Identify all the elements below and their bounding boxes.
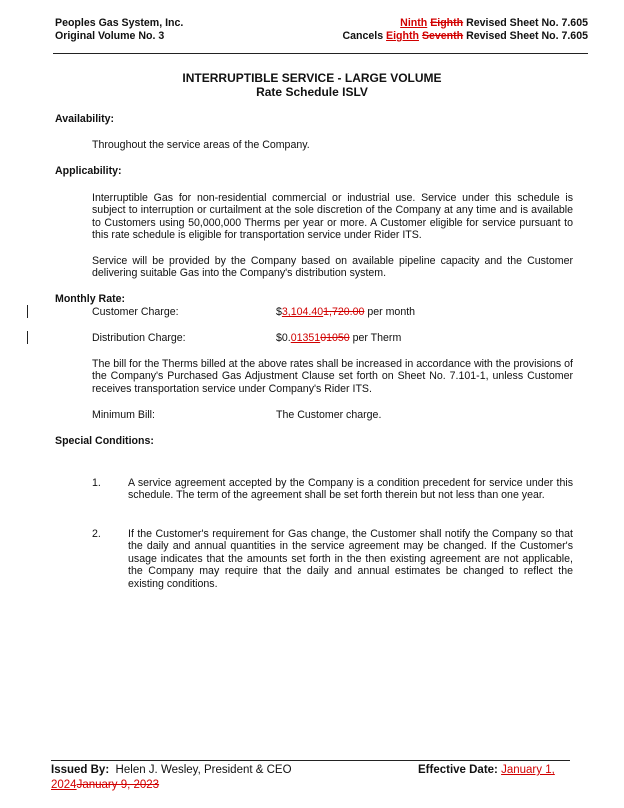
applicability-paragraph-1: Interruptible Gas for non-residential commercial or industrial use. Service under this schedule is subject to interruption or curtailment at the sole discretion of the Company at any time and is available to Customers using 50,000,000 Therms per year or more. A Customer eligible for service pursuant to this rate schedule is eligible for transportation service under Rider ITS. bbox=[92, 192, 573, 242]
issued-value: Helen J. Wesley, President & CEO bbox=[109, 764, 292, 776]
customer-charge-label: Customer Charge: bbox=[92, 306, 179, 318]
distribution-charge-old: 01050 bbox=[320, 332, 350, 344]
header-left bbox=[55, 17, 183, 43]
cancels-new: Eighth bbox=[386, 30, 419, 42]
pga-paragraph: The bill for the Therms billed at the above rates shall be increased in accordance with the provisions of the Company's Purchased Gas Adjustment Clause set forth on Sheet No. 7.101-1, unless Customer receives transportation service under Company's Rider ITS. bbox=[92, 358, 573, 395]
sheet-old: Eighth bbox=[430, 17, 464, 29]
header-right bbox=[342, 17, 588, 43]
footer-rule bbox=[51, 760, 570, 761]
customer-charge-new: 3,104.40 bbox=[281, 306, 324, 318]
change-bar bbox=[27, 305, 28, 318]
title-block bbox=[0, 71, 624, 99]
company-name: Peoples Gas System, Inc. bbox=[55, 17, 184, 29]
customer-charge-value bbox=[276, 306, 415, 318]
distribution-charge-value bbox=[276, 332, 401, 344]
availability-text: Throughout the service areas of the Company. bbox=[92, 139, 310, 151]
volume-number: Original Volume No. 3 bbox=[55, 30, 165, 42]
minimum-bill-label: Minimum Bill: bbox=[92, 409, 155, 421]
monthly-rate-heading: Monthly Rate: bbox=[55, 293, 126, 305]
condition-number: 2. bbox=[92, 528, 101, 540]
availability-heading: Availability: bbox=[55, 113, 115, 125]
effective-label: Effective Date: bbox=[418, 764, 498, 776]
sheet-number bbox=[342, 17, 588, 30]
effective-new: January 1, bbox=[501, 764, 555, 776]
cancels-suffix: Revised Sheet No. 7.605 bbox=[463, 30, 588, 42]
effective-new-year: 2024 bbox=[51, 779, 77, 791]
condition-number: 1. bbox=[92, 477, 101, 489]
effective-date-continued bbox=[51, 779, 159, 791]
issued-by bbox=[51, 764, 292, 776]
page-subtitle: Rate Schedule ISLV bbox=[256, 85, 368, 99]
page-title: INTERRUPTIBLE SERVICE - LARGE VOLUME bbox=[182, 71, 442, 85]
special-conditions-heading: Special Conditions: bbox=[55, 435, 154, 447]
sheet-new: Ninth bbox=[400, 17, 428, 29]
condition-text: If the Customer's requirement for Gas change, the Customer shall notify the Company so that the daily and annual quantities in the service agreement may be changed. If the Customer's usage indicates that the amounts set forth in the then existing agreement are not applicable, the Company may require that the daily and annual estimates be changed to reflect the existing conditions. bbox=[128, 528, 573, 590]
minimum-bill-value: The Customer charge. bbox=[276, 409, 382, 421]
distribution-charge-suffix: per Therm bbox=[349, 332, 402, 344]
sheet-suffix: Revised Sheet No. 7.605 bbox=[463, 17, 588, 29]
applicability-heading: Applicability: bbox=[55, 165, 122, 177]
effective-old: January 9, 2023 bbox=[76, 779, 160, 791]
customer-charge-old: 1,720.00 bbox=[323, 306, 365, 318]
header-rule bbox=[53, 53, 588, 54]
issued-label: Issued By: bbox=[51, 764, 110, 776]
distribution-charge-label: Distribution Charge: bbox=[92, 332, 186, 344]
change-bar bbox=[27, 331, 28, 344]
distribution-charge-new: 01351 bbox=[290, 332, 321, 344]
customer-charge-prefix: $ bbox=[276, 306, 282, 318]
distribution-charge-prefix: $0. bbox=[276, 332, 291, 344]
condition-text: A service agreement accepted by the Company is a condition precedent for service under this schedule. The term of the agreement shall be set forth therein but not less than one year. bbox=[128, 477, 573, 502]
cancels-old: Seventh bbox=[421, 30, 464, 42]
cancels-prefix: Cancels bbox=[342, 30, 387, 42]
effective-date bbox=[418, 764, 555, 776]
applicability-paragraph-2: Service will be provided by the Company based on available pipeline capacity and the Customer delivering suitable Gas into the Company's distribution system. bbox=[92, 255, 573, 280]
customer-charge-suffix: per month bbox=[364, 306, 416, 318]
cancels-line bbox=[342, 30, 588, 43]
